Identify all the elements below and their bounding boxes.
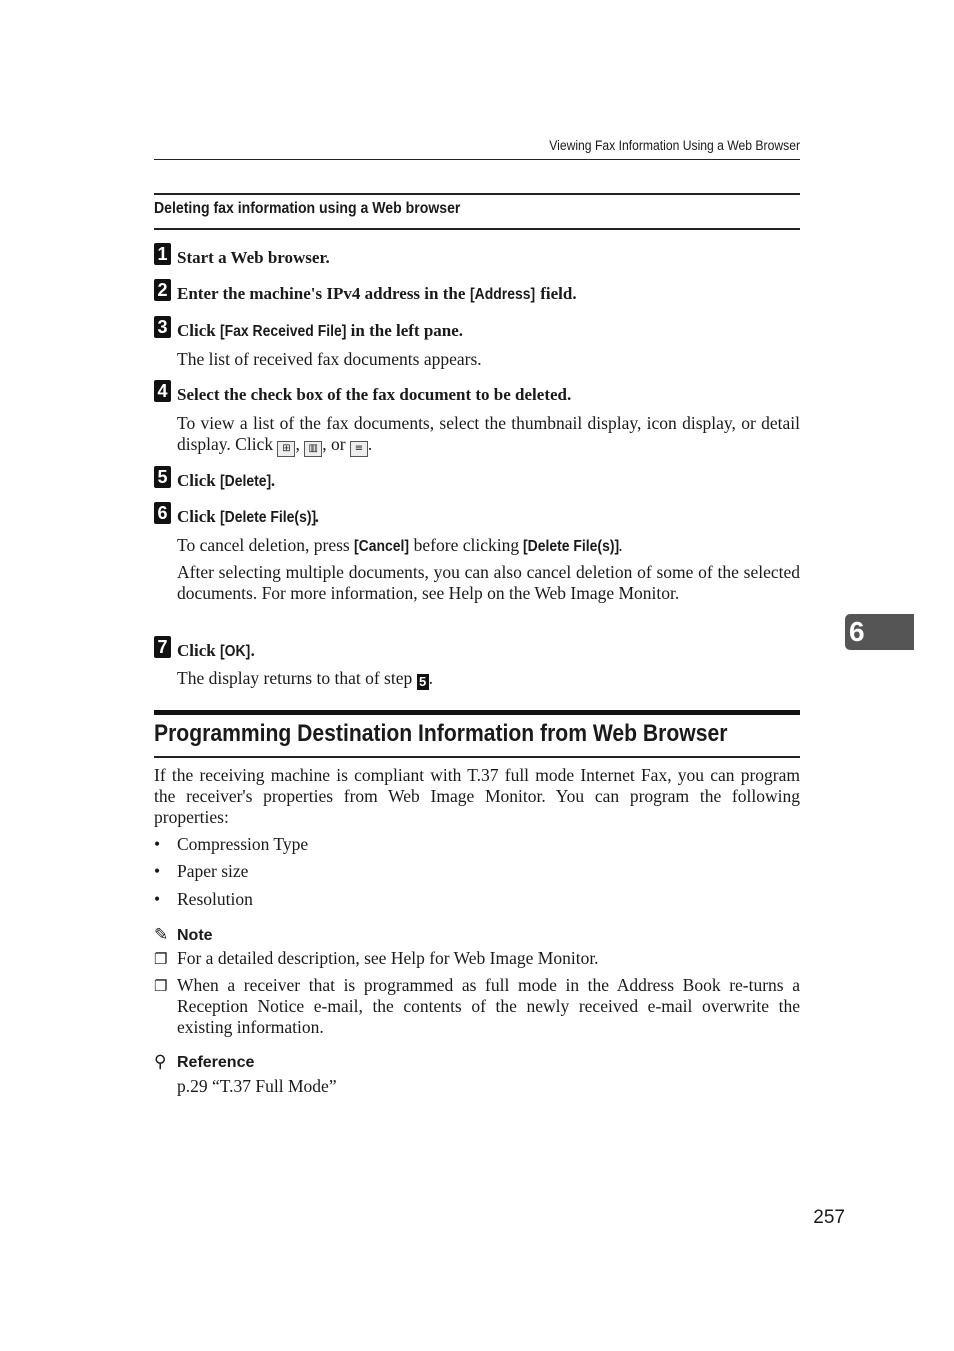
note-item: When a receiver that is programmed as full mode in the Address Book re-turns a Reception Notice e-mail, the contents of the newly received e-mail overwrite the existing information. bbox=[177, 975, 800, 1037]
list-item: • Resolution bbox=[154, 889, 253, 909]
section-intro: If the receiving machine is compliant with T.37 full mode Internet Fax, you can program the receiver's properties from Web Image Monitor. You can program the following properties: bbox=[154, 765, 800, 827]
step-body: The display returns to that of step 5 . bbox=[177, 668, 433, 689]
checkbox-icon: ❐ bbox=[154, 950, 168, 968]
step-title: Click [Delete]. bbox=[177, 471, 276, 490]
page-number: 257 bbox=[813, 1207, 845, 1228]
step-number: 7 bbox=[154, 636, 171, 658]
step-number: 3 bbox=[154, 316, 171, 338]
checkbox-icon: ❐ bbox=[154, 977, 168, 995]
step-number: 6 bbox=[154, 502, 171, 524]
reference-heading: ⚲ Reference bbox=[154, 1052, 255, 1072]
step-number: 2 bbox=[154, 279, 171, 301]
step-number: 5 bbox=[154, 466, 171, 488]
key-label: [Delete] bbox=[219, 473, 272, 490]
key-label: [Delete File(s)] bbox=[523, 538, 620, 555]
subsection-rule-top bbox=[154, 193, 800, 195]
step-title: Click [OK]. bbox=[177, 641, 255, 660]
key-label: [Address] bbox=[469, 286, 535, 303]
step-title: Click [Fax Received File] in the left pane. bbox=[177, 321, 464, 340]
reference-link[interactable]: p.29 “T.37 Full Mode” bbox=[177, 1076, 337, 1096]
step-number: 4 bbox=[154, 380, 171, 402]
step-title: Select the check box of the fax document to be deleted. bbox=[177, 385, 572, 404]
running-header: Viewing Fax Information Using a Web Browser bbox=[549, 138, 800, 153]
chapter-tab: 6 bbox=[845, 614, 914, 650]
subsection-title: Deleting fax information using a Web browser bbox=[154, 200, 461, 217]
section-title: Programming Destination Information from Web Browser bbox=[154, 720, 728, 747]
thumbnail-view-icon: ⊞ bbox=[277, 441, 295, 457]
header-rule bbox=[154, 159, 800, 160]
step-number: 1 bbox=[154, 243, 171, 265]
key-label: [OK] bbox=[219, 643, 251, 660]
magnifier-icon: ⚲ bbox=[154, 1052, 167, 1072]
list-item: • Paper size bbox=[154, 861, 249, 881]
note-item: For a detailed description, see Help for Web Image Monitor. bbox=[177, 948, 599, 968]
section-rule-top bbox=[154, 710, 800, 715]
step-title: Click [Delete File(s)]. bbox=[177, 507, 320, 526]
key-label: [Delete File(s)] bbox=[219, 509, 317, 526]
step-body: To cancel deletion, press [Cancel] before clicking [Delete File(s)]. bbox=[177, 535, 623, 555]
step-reference: 5 bbox=[417, 674, 429, 690]
step-body: To view a list of the fax documents, select the thumbnail display, icon display, or detail display. Click ⊞ , ▥ , or ≡ . bbox=[177, 413, 800, 457]
step-title: Enter the machine's IPv4 address in the [Address] field. bbox=[177, 284, 577, 303]
subsection-rule-bottom bbox=[154, 228, 800, 230]
step-body: The list of received fax documents appears. bbox=[177, 349, 482, 369]
key-label: [Fax Received File] bbox=[219, 323, 347, 340]
pencil-icon: ✎ bbox=[154, 925, 169, 945]
icon-view-icon: ▥ bbox=[304, 441, 322, 457]
key-label: [Cancel] bbox=[354, 538, 410, 555]
detail-view-icon: ≡ bbox=[350, 441, 368, 457]
list-item: • Compression Type bbox=[154, 834, 309, 854]
section-rule-bottom bbox=[154, 756, 800, 758]
note-heading: ✎ Note bbox=[154, 925, 213, 945]
step-title: Start a Web browser. bbox=[177, 248, 330, 267]
step-body: After selecting multiple documents, you can also cancel deletion of some of the selected documents. For more information, see Help on the Web Image Monitor. bbox=[177, 562, 800, 603]
